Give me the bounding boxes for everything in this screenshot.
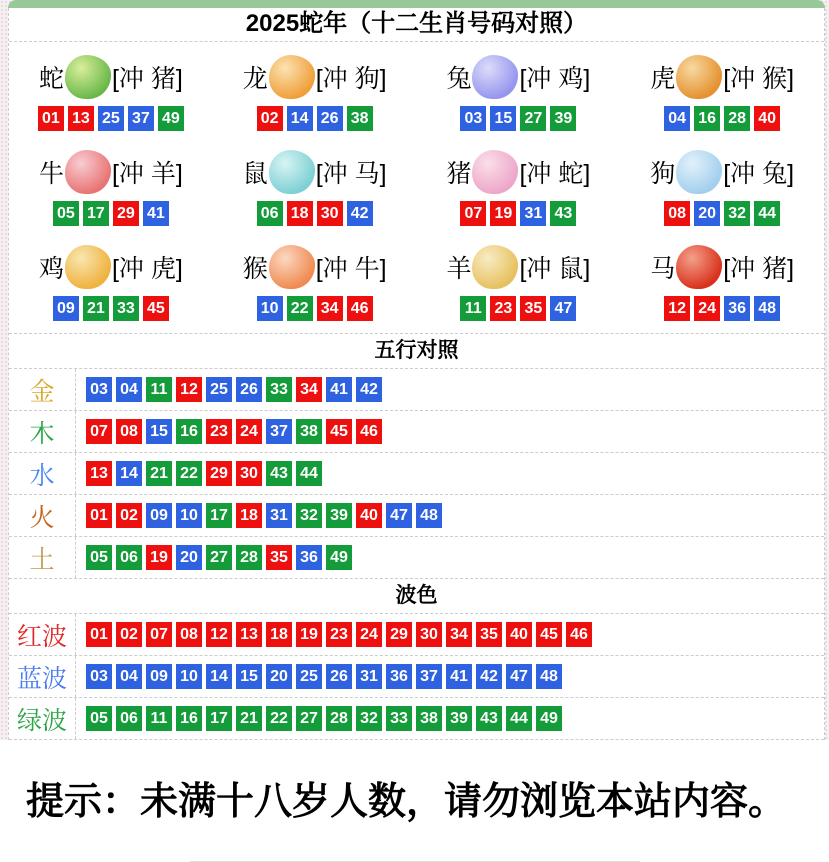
zodiac-numbers (620, 201, 824, 228)
zodiac-heading (9, 48, 213, 106)
number-ball-46: 46 (347, 296, 373, 321)
number-ball-10: 10 (176, 503, 202, 528)
number-ball-08: 08 (176, 622, 202, 647)
zodiac-clash: [冲 猴] (723, 65, 795, 93)
number-ball-42: 42 (476, 664, 502, 689)
number-ball-38: 38 (416, 706, 442, 731)
number-ball-16: 16 (176, 706, 202, 731)
zodiac-cell (417, 141, 621, 236)
zodiac-heading (9, 238, 213, 296)
number-ball-40: 40 (754, 106, 780, 131)
zodiac-cell (417, 236, 621, 331)
dragon-icon (269, 55, 315, 99)
zodiac-name: 猪 (446, 160, 472, 188)
zodiac-cell (213, 236, 417, 331)
zodiac-heading (417, 48, 621, 106)
zodiac-heading (9, 143, 213, 201)
number-ball-15: 15 (146, 419, 172, 444)
number-ball-37: 37 (128, 106, 154, 131)
number-ball-39: 39 (446, 706, 472, 731)
number-ball-26: 26 (326, 664, 352, 689)
number-ball-10: 10 (257, 296, 283, 321)
number-ball-25: 25 (206, 377, 232, 402)
zodiac-numbers (620, 296, 824, 323)
zodiac-name: 龙 (242, 65, 268, 93)
zodiac-grid (9, 42, 824, 334)
row-label: 蓝波 (9, 656, 76, 697)
number-ball-14: 14 (116, 461, 142, 486)
table-row-金 (9, 369, 824, 411)
number-ball-01: 01 (86, 503, 112, 528)
number-ball-32: 32 (296, 503, 322, 528)
zodiac-name: 鼠 (242, 160, 268, 188)
number-ball-26: 26 (317, 106, 343, 131)
number-ball-38: 38 (296, 419, 322, 444)
number-ball-11: 11 (146, 706, 172, 731)
monkey-icon (269, 245, 315, 289)
number-ball-42: 42 (347, 201, 373, 226)
number-ball-31: 31 (520, 201, 546, 226)
number-ball-02: 02 (116, 622, 142, 647)
zodiac-numbers (213, 296, 417, 323)
number-ball-42: 42 (356, 377, 382, 402)
number-ball-29: 29 (386, 622, 412, 647)
wuxing-section-title: 五行对照 (9, 334, 824, 369)
number-ball-02: 02 (116, 503, 142, 528)
zodiac-numbers (213, 201, 417, 228)
number-ball-25: 25 (296, 664, 322, 689)
number-ball-04: 04 (116, 377, 142, 402)
number-ball-27: 27 (206, 545, 232, 570)
number-ball-31: 31 (356, 664, 382, 689)
zodiac-name: 狗 (650, 160, 676, 188)
number-ball-07: 07 (146, 622, 172, 647)
number-ball-20: 20 (694, 201, 720, 226)
zodiac-clash: [冲 猪] (111, 65, 183, 93)
number-ball-30: 30 (317, 201, 343, 226)
number-ball-40: 40 (506, 622, 532, 647)
number-ball-33: 33 (266, 377, 292, 402)
number-ball-03: 03 (460, 106, 486, 131)
zodiac-clash: [冲 蛇] (519, 160, 591, 188)
number-ball-36: 36 (386, 664, 412, 689)
row-numbers (76, 453, 324, 494)
row-numbers (76, 656, 564, 697)
zodiac-name: 兔 (446, 65, 472, 93)
number-ball-17: 17 (206, 706, 232, 731)
number-ball-37: 37 (416, 664, 442, 689)
number-ball-18: 18 (287, 201, 313, 226)
dog-icon (676, 150, 722, 194)
number-ball-01: 01 (86, 622, 112, 647)
number-ball-14: 14 (287, 106, 313, 131)
zodiac-heading (620, 48, 824, 106)
number-ball-32: 32 (356, 706, 382, 731)
table-row-绿波 (9, 698, 824, 740)
number-ball-29: 29 (113, 201, 139, 226)
zodiac-clash: [冲 马] (315, 160, 387, 188)
number-ball-27: 27 (296, 706, 322, 731)
zodiac-clash: [冲 鸡] (519, 65, 591, 93)
number-ball-18: 18 (266, 622, 292, 647)
number-ball-10: 10 (176, 664, 202, 689)
number-ball-27: 27 (520, 106, 546, 131)
zodiac-cell (417, 46, 621, 141)
row-label: 水 (9, 453, 76, 494)
number-ball-37: 37 (266, 419, 292, 444)
main-panel (8, 0, 825, 740)
zodiac-clash: [冲 羊] (111, 160, 183, 188)
number-ball-49: 49 (326, 545, 352, 570)
number-ball-44: 44 (296, 461, 322, 486)
table-row-火 (9, 495, 824, 537)
number-ball-28: 28 (236, 545, 262, 570)
row-numbers (76, 698, 564, 739)
zodiac-cell (620, 236, 824, 331)
number-ball-31: 31 (266, 503, 292, 528)
number-ball-41: 41 (143, 201, 169, 226)
zodiac-name: 羊 (446, 255, 472, 283)
zodiac-clash: [冲 牛] (315, 255, 387, 283)
tiger-icon (676, 55, 722, 99)
number-ball-21: 21 (83, 296, 109, 321)
number-ball-41: 41 (446, 664, 472, 689)
number-ball-15: 15 (490, 106, 516, 131)
zodiac-heading (417, 238, 621, 296)
panel-body (8, 8, 825, 740)
zodiac-heading (417, 143, 621, 201)
top-green-border (8, 0, 825, 8)
bose-section-title: 波色 (9, 579, 824, 614)
zodiac-name: 蛇 (38, 65, 64, 93)
number-ball-03: 03 (86, 664, 112, 689)
ox-icon (65, 150, 111, 194)
number-ball-34: 34 (296, 377, 322, 402)
number-ball-39: 39 (550, 106, 576, 131)
row-numbers (76, 369, 384, 410)
number-ball-22: 22 (287, 296, 313, 321)
page-title: 2025蛇年（十二生肖号码对照） (9, 8, 824, 42)
number-ball-13: 13 (86, 461, 112, 486)
row-numbers (76, 614, 594, 655)
number-ball-22: 22 (176, 461, 202, 486)
number-ball-49: 49 (158, 106, 184, 131)
number-ball-21: 21 (236, 706, 262, 731)
number-ball-43: 43 (266, 461, 292, 486)
row-label: 火 (9, 495, 76, 536)
row-label: 土 (9, 537, 76, 578)
number-ball-07: 07 (460, 201, 486, 226)
number-ball-11: 11 (146, 377, 172, 402)
number-ball-20: 20 (266, 664, 292, 689)
number-ball-39: 39 (326, 503, 352, 528)
zodiac-numbers (417, 106, 621, 133)
number-ball-21: 21 (146, 461, 172, 486)
age-warning-text: 提示：未满十八岁人数，请勿浏览本站内容。 (26, 781, 787, 823)
number-ball-35: 35 (520, 296, 546, 321)
rooster-icon (65, 245, 111, 289)
number-ball-32: 32 (724, 201, 750, 226)
number-ball-28: 28 (724, 106, 750, 131)
number-ball-20: 20 (176, 545, 202, 570)
number-ball-02: 02 (257, 106, 283, 131)
number-ball-09: 09 (53, 296, 79, 321)
zodiac-name: 牛 (38, 160, 64, 188)
number-ball-48: 48 (536, 664, 562, 689)
zodiac-cell (9, 46, 213, 141)
number-ball-14: 14 (206, 664, 232, 689)
number-ball-24: 24 (694, 296, 720, 321)
number-ball-23: 23 (490, 296, 516, 321)
zodiac-cell (213, 46, 417, 141)
zodiac-heading (620, 238, 824, 296)
number-ball-13: 13 (236, 622, 262, 647)
number-ball-35: 35 (476, 622, 502, 647)
bose-table (9, 614, 824, 740)
number-ball-44: 44 (506, 706, 532, 731)
number-ball-12: 12 (176, 377, 202, 402)
number-ball-24: 24 (356, 622, 382, 647)
number-ball-43: 43 (476, 706, 502, 731)
number-ball-09: 09 (146, 503, 172, 528)
number-ball-24: 24 (236, 419, 262, 444)
snake-icon (65, 55, 111, 99)
number-ball-07: 07 (86, 419, 112, 444)
row-label: 绿波 (9, 698, 76, 739)
table-row-土 (9, 537, 824, 579)
number-ball-05: 05 (53, 201, 79, 226)
number-ball-45: 45 (536, 622, 562, 647)
number-ball-05: 05 (86, 706, 112, 731)
number-ball-44: 44 (754, 201, 780, 226)
zodiac-numbers (417, 201, 621, 228)
number-ball-04: 04 (664, 106, 690, 131)
horse-icon (676, 245, 722, 289)
number-ball-05: 05 (86, 545, 112, 570)
number-ball-45: 45 (143, 296, 169, 321)
number-ball-17: 17 (83, 201, 109, 226)
zodiac-numbers (417, 296, 621, 323)
row-numbers (76, 411, 384, 452)
number-ball-36: 36 (724, 296, 750, 321)
zodiac-clash: [冲 猪] (723, 255, 795, 283)
row-label: 红波 (9, 614, 76, 655)
number-ball-12: 12 (664, 296, 690, 321)
number-ball-12: 12 (206, 622, 232, 647)
number-ball-15: 15 (236, 664, 262, 689)
number-ball-33: 33 (386, 706, 412, 731)
number-ball-49: 49 (536, 706, 562, 731)
number-ball-11: 11 (460, 296, 486, 321)
number-ball-33: 33 (113, 296, 139, 321)
number-ball-34: 34 (446, 622, 472, 647)
number-ball-29: 29 (206, 461, 232, 486)
zodiac-clash: [冲 虎] (111, 255, 183, 283)
number-ball-46: 46 (566, 622, 592, 647)
zodiac-cell (213, 141, 417, 236)
rabbit-icon (472, 55, 518, 99)
zodiac-numbers (620, 106, 824, 133)
number-ball-16: 16 (694, 106, 720, 131)
number-ball-30: 30 (416, 622, 442, 647)
number-ball-06: 06 (116, 545, 142, 570)
number-ball-13: 13 (68, 106, 94, 131)
number-ball-06: 06 (257, 201, 283, 226)
number-ball-18: 18 (236, 503, 262, 528)
number-ball-23: 23 (326, 622, 352, 647)
table-row-蓝波 (9, 656, 824, 698)
number-ball-35: 35 (266, 545, 292, 570)
zodiac-heading (213, 143, 417, 201)
number-ball-19: 19 (490, 201, 516, 226)
number-ball-08: 08 (116, 419, 142, 444)
number-ball-40: 40 (356, 503, 382, 528)
zodiac-name: 鸡 (38, 255, 64, 283)
number-ball-47: 47 (386, 503, 412, 528)
number-ball-19: 19 (146, 545, 172, 570)
number-ball-22: 22 (266, 706, 292, 731)
number-ball-36: 36 (296, 545, 322, 570)
zodiac-clash: [冲 狗] (315, 65, 387, 93)
row-numbers (76, 495, 444, 536)
row-label: 金 (9, 369, 76, 410)
number-ball-26: 26 (236, 377, 262, 402)
table-row-水 (9, 453, 824, 495)
zodiac-name: 猴 (242, 255, 268, 283)
zodiac-name: 马 (650, 255, 676, 283)
number-ball-23: 23 (206, 419, 232, 444)
number-ball-19: 19 (296, 622, 322, 647)
number-ball-45: 45 (326, 419, 352, 444)
number-ball-04: 04 (116, 664, 142, 689)
zodiac-name: 虎 (650, 65, 676, 93)
rat-icon (269, 150, 315, 194)
number-ball-06: 06 (116, 706, 142, 731)
row-label: 木 (9, 411, 76, 452)
zodiac-clash: [冲 鼠] (519, 255, 591, 283)
zodiac-cell (9, 236, 213, 331)
zodiac-numbers (9, 296, 213, 323)
zodiac-cell (9, 141, 213, 236)
number-ball-28: 28 (326, 706, 352, 731)
number-ball-43: 43 (550, 201, 576, 226)
number-ball-16: 16 (176, 419, 202, 444)
number-ball-38: 38 (347, 106, 373, 131)
goat-icon (472, 245, 518, 289)
zodiac-numbers (9, 106, 213, 133)
zodiac-heading (620, 143, 824, 201)
number-ball-25: 25 (98, 106, 124, 131)
number-ball-08: 08 (664, 201, 690, 226)
number-ball-17: 17 (206, 503, 232, 528)
row-numbers (76, 537, 354, 578)
number-ball-09: 09 (146, 664, 172, 689)
zodiac-clash: [冲 兔] (723, 160, 795, 188)
number-ball-48: 48 (754, 296, 780, 321)
pig-icon (472, 150, 518, 194)
zodiac-cell (620, 141, 824, 236)
zodiac-heading (213, 238, 417, 296)
zodiac-numbers (9, 201, 213, 228)
footer (0, 740, 829, 862)
table-row-红波 (9, 614, 824, 656)
zodiac-heading (213, 48, 417, 106)
number-ball-41: 41 (326, 377, 352, 402)
zodiac-numbers (213, 106, 417, 133)
number-ball-34: 34 (317, 296, 343, 321)
zodiac-cell (620, 46, 824, 141)
number-ball-47: 47 (506, 664, 532, 689)
number-ball-48: 48 (416, 503, 442, 528)
number-ball-47: 47 (550, 296, 576, 321)
number-ball-01: 01 (38, 106, 64, 131)
table-row-木 (9, 411, 824, 453)
number-ball-03: 03 (86, 377, 112, 402)
number-ball-46: 46 (356, 419, 382, 444)
wuxing-table (9, 369, 824, 579)
number-ball-30: 30 (236, 461, 262, 486)
